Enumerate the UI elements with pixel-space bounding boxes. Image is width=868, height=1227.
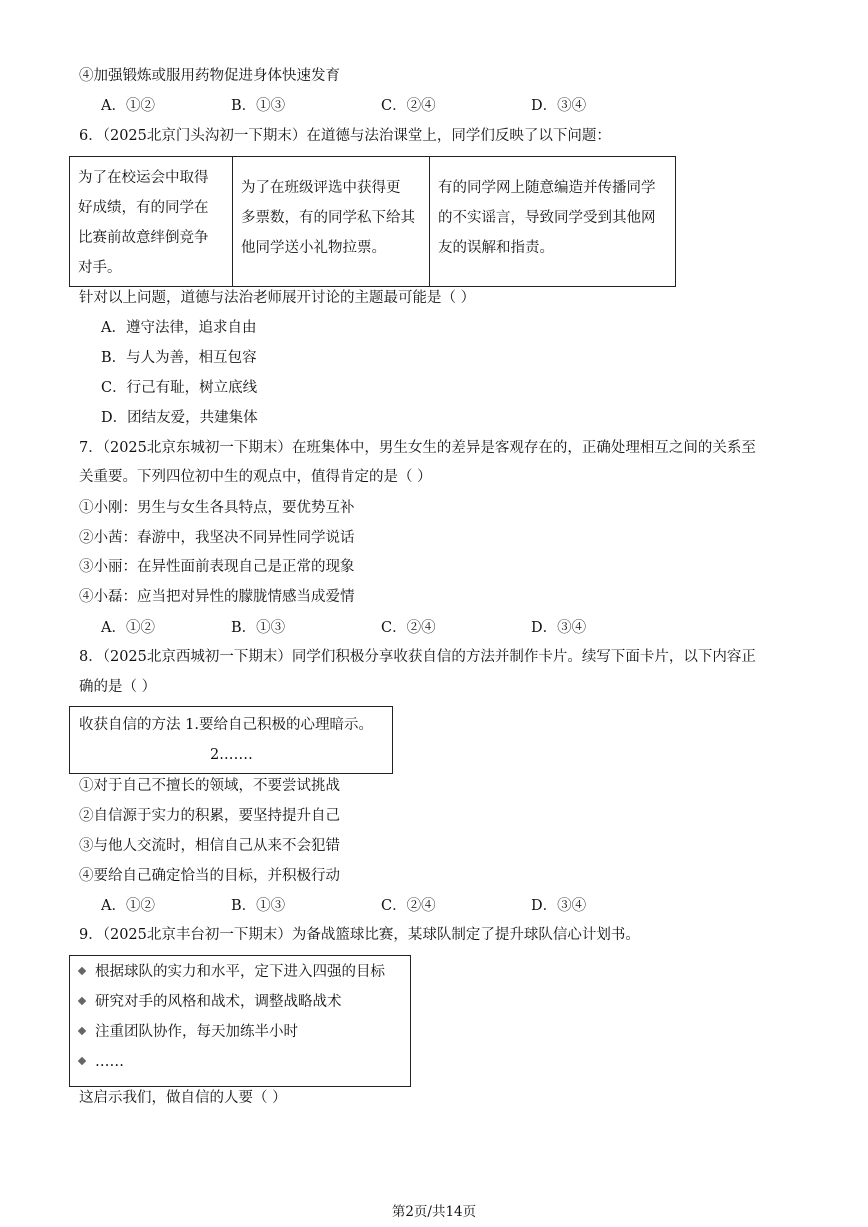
question-7-stem: 7．（2025北京东城初一下期末）在班集体中，男生女生的差异是客观存在的，正确处理相互之间的关系至 [79, 440, 756, 456]
question-9-stem: 9．（2025北京丰台初一下期末）为备战篮球比赛，某球队制定了提升球队信心计划书。 [79, 927, 640, 943]
answer-option-d: D．③④ [531, 898, 587, 914]
answer-option-a: A．遵守法律，追求自由 [101, 320, 257, 336]
option-item-4: ④加强锻炼或服用药物促进身体快速发育 [79, 68, 340, 84]
question-8-stem: 8．（2025北京西城初一下期末）同学们积极分享收获自信的方法并制作卡片。续写下面卡片，以下内容正 [79, 649, 756, 665]
statement-item: ①小刚：男生与女生各具特点，要优势互补 [79, 500, 355, 516]
plan-item: 研究对手的风格和战术，调整战略战术 [79, 995, 342, 1010]
question-9-prompt: 这启示我们，做自信的人要（ ） [79, 1090, 287, 1106]
statement-item: ②自信源于实力的积累，要坚持提升自己 [79, 808, 340, 824]
answer-option-d: D．③④ [531, 98, 587, 114]
statement-item: ③与他人交流时，相信自己从来不会犯错 [79, 838, 340, 854]
answer-option-d: D．团结友爱，共建集体 [101, 410, 258, 426]
answer-option-b: B．①③ [231, 98, 286, 114]
page-number: 第2页/共14页 [391, 1204, 477, 1220]
plan-item: 注重团队协作，每天加练半小时 [79, 1025, 298, 1040]
card-line-1: 收获自信的方法 1.要给自己积极的心理暗示。 [79, 717, 373, 733]
problem-table [69, 156, 676, 287]
answer-option-a: A．①② [101, 898, 155, 914]
answer-option-b: B．①③ [231, 620, 286, 636]
plan-box [69, 955, 411, 1087]
diamond-bullet-icon [78, 967, 86, 975]
diamond-bullet-icon [78, 1027, 86, 1035]
answer-option-b: B．与人为善，相互包容 [101, 350, 257, 366]
statement-item: ④小磊：应当把对异性的朦胧情感当成爱情 [79, 589, 355, 605]
question-6-prompt: 针对以上问题，道德与法治老师展开讨论的主题最可能是（ ） [79, 290, 476, 306]
question-6-stem: 6．（2025北京门头沟初一下期末）在道德与法治课堂上，同学们反映了以下问题： [79, 128, 611, 144]
answer-option-d: D．③④ [531, 620, 587, 636]
statement-item: ④要给自己确定恰当的目标，并积极行动 [79, 868, 340, 884]
answer-option-c: C．②④ [381, 98, 436, 114]
answer-option-a: A．①② [101, 620, 155, 636]
answer-option-b: B．①③ [231, 898, 286, 914]
question-7-stem-cont: 关重要。下列四位初中生的观点中，值得肯定的是（ ） [79, 469, 432, 485]
plan-item: …… [79, 1055, 124, 1070]
question-8-stem-cont: 确的是（ ） [79, 679, 157, 695]
diamond-bullet-icon [78, 997, 86, 1005]
answer-option-c: C．②④ [381, 620, 436, 636]
confidence-card [69, 706, 393, 774]
answer-option-a: A．①② [101, 98, 155, 114]
table-cell-1: 为了在校运会中取得 好成绩，有的同学在 比赛前故意绊倒竞争 对手。 [78, 170, 209, 276]
table-cell-3: 有的同学网上随意编造并传播同学 的不实谣言，导致同学受到其他网 友的误解和指责。 [429, 157, 675, 286]
plan-item: 根据球队的实力和水平，定下进入四强的目标 [79, 965, 385, 980]
statement-item: ①对于自己不擅长的领域，不要尝试挑战 [79, 778, 340, 794]
table-cell-2: 为了在班级评选中获得更 多票数，有的同学私下给其 他同学送小礼物拉票。 [232, 157, 429, 286]
statement-item: ③小丽：在异性面前表现自己是正常的现象 [79, 559, 355, 575]
card-line-2: 2.…… [210, 747, 253, 763]
answer-option-c: C．行己有耻，树立底线 [101, 380, 258, 396]
answer-option-c: C．②④ [381, 898, 436, 914]
statement-item: ②小茜：春游中，我坚决不同异性同学说话 [79, 530, 355, 546]
diamond-bullet-icon [78, 1057, 86, 1065]
